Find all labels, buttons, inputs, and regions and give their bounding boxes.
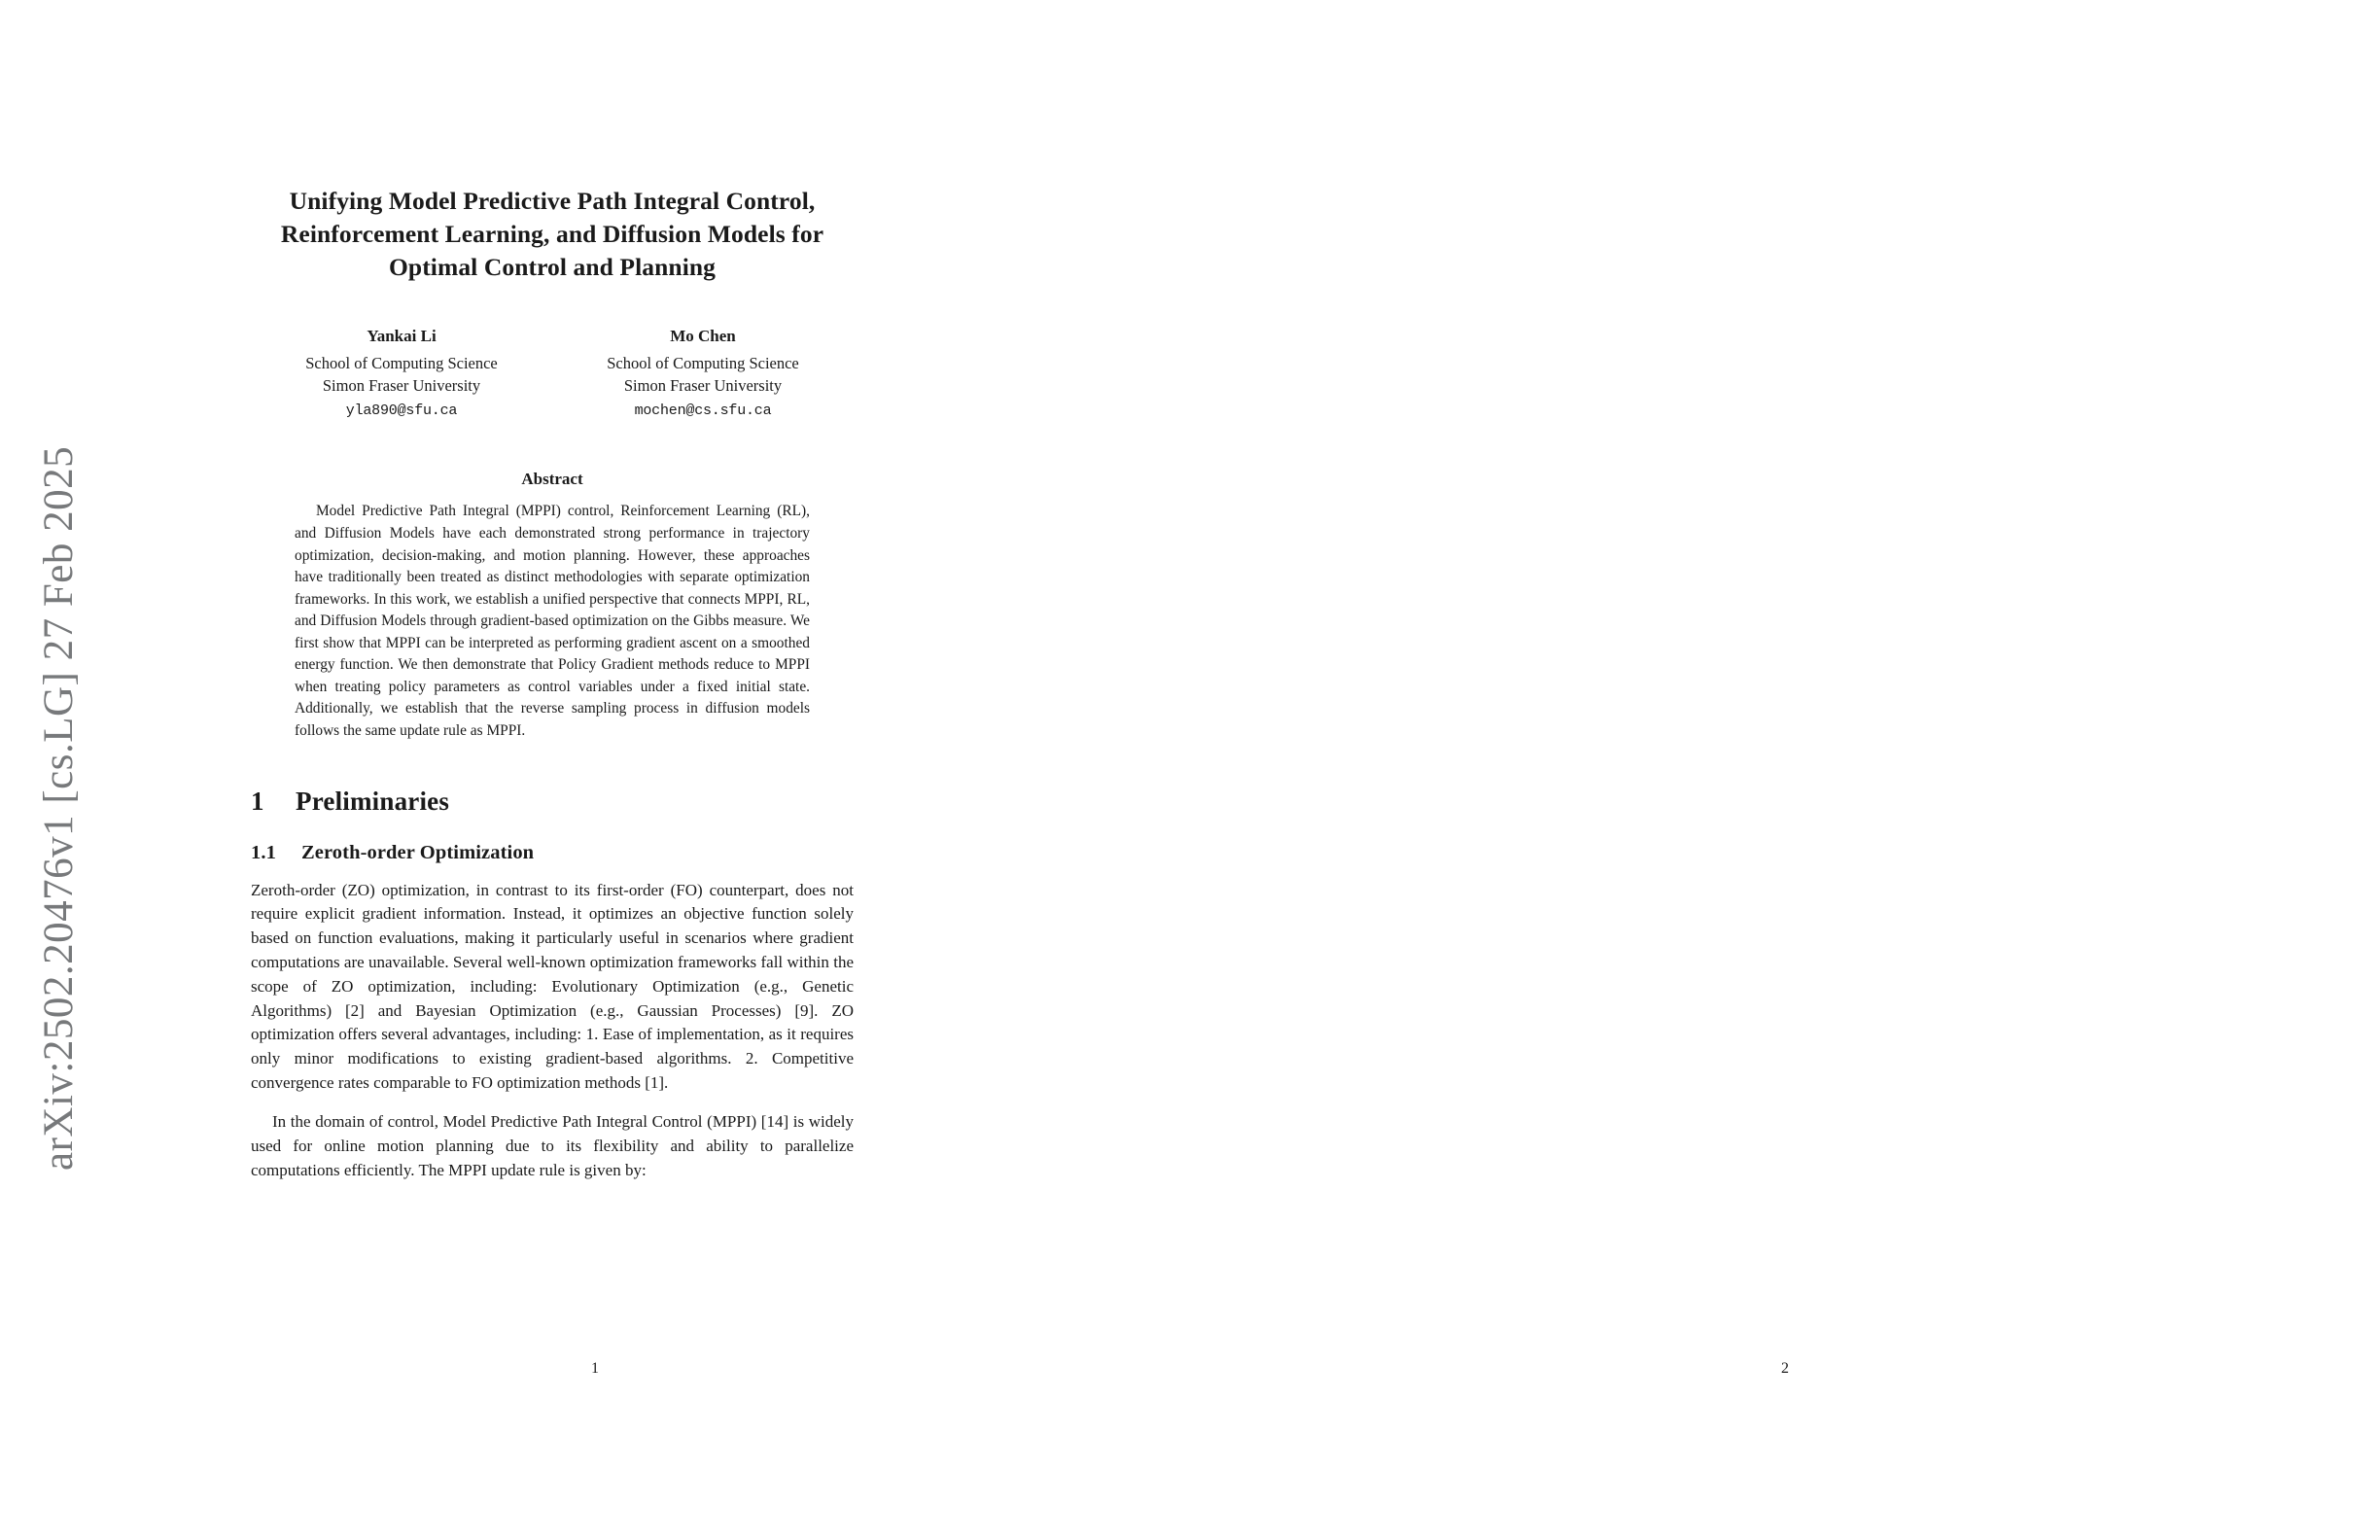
title-line-2: Reinforcement Learning, and Diffusion Models for: [280, 220, 824, 249]
section-heading-preliminaries: [251, 787, 854, 817]
author-email: yla890@sfu.ca: [345, 402, 458, 419]
abstract-text: Model Predictive Path Integral (MPPI) control, Reinforcement Learning (RL), and Diffusion Models have each demonstrated strong performance in trajectory optimization, decision-making, and motion planning. However, these approaches have traditionally been treated as distinct methodologies with separate optimization frameworks. In this work, we establish a unified perspective that connects MPPI, RL, and Diffusion Models through gradient-based optimization on the Gibbs measure. We first show that MPPI can be interpreted as performing gradient ascent on a smoothed energy function. We then demonstrate that Policy Gradient methods reduce to MPPI when treating policy parameters as control variables under a fixed initial state. Additionally, we establish that the reverse sampling process in diffusion models follows the same update rule as MPPI.: [295, 503, 810, 740]
section-title: Preliminaries: [296, 786, 450, 816]
section-number: 1: [251, 786, 264, 816]
author-affiliation-line-2: Simon Fraser University: [623, 376, 783, 396]
subsection-number: 1.1: [251, 841, 276, 863]
page-1-content: [251, 185, 854, 1182]
arxiv-identifier-stamp: arXiv:2502.20476v1 [cs.LG] 27 Feb 2025: [35, 445, 82, 1171]
author-entry: [251, 325, 552, 421]
author-block: [251, 325, 854, 421]
subsection-heading-zeroth-order: [251, 842, 854, 864]
author-email: mochen@cs.sfu.ca: [634, 402, 772, 419]
paragraph-mppi-intro: In the domain of control, Model Predictive Path Integral Control (MPPI) [14] is widely used for online motion planning due to its flexibility and ability to parallelize computations efficiently. The MPPI update rule is given by:: [251, 1111, 854, 1179]
author-name: Yankai Li: [367, 327, 437, 346]
author-affiliation-line-1: School of Computing Science: [607, 353, 799, 372]
abstract-section: [295, 470, 810, 742]
paragraph-zo-overview: Zeroth-order (ZO) optimization, in contrast to its first-order (FO) counterpart, does not require explicit gradient information. Instead, it optimizes an objective function solely based on function evaluations, making it particularly useful in scenarios where gradient computations are unavailable. Several well-known optimization frameworks fall within the scope of ZO optimization, including: Evolutionary Optimization (e.g., Genetic Algorithms) [2] and Bayesian Optimization (e.g., Gaussian Processes) [9]. ZO optimization offers several advantages, including: 1. Ease of implementation, as it requires only minor modifications to existing gradient-based algorithms. 2. Competitive convergence rates comparable to FO optimization methods [1].: [251, 880, 854, 1093]
author-name: Mo Chen: [670, 327, 736, 346]
abstract-heading: Abstract: [521, 470, 583, 489]
subsection-title: Zeroth-order Optimization: [301, 841, 535, 863]
page-2: [1190, 0, 2380, 1540]
author-entry: [552, 325, 854, 421]
author-affiliation-line-1: School of Computing Science: [305, 353, 498, 372]
page-number: 1: [591, 1360, 599, 1377]
page-number: 2: [1781, 1360, 1789, 1377]
page-title: [251, 185, 854, 284]
author-affiliation-line-2: Simon Fraser University: [322, 376, 481, 396]
title-line-3: Optimal Control and Planning: [388, 253, 717, 282]
title-line-1: Unifying Model Predictive Path Integral Control,: [289, 187, 816, 215]
